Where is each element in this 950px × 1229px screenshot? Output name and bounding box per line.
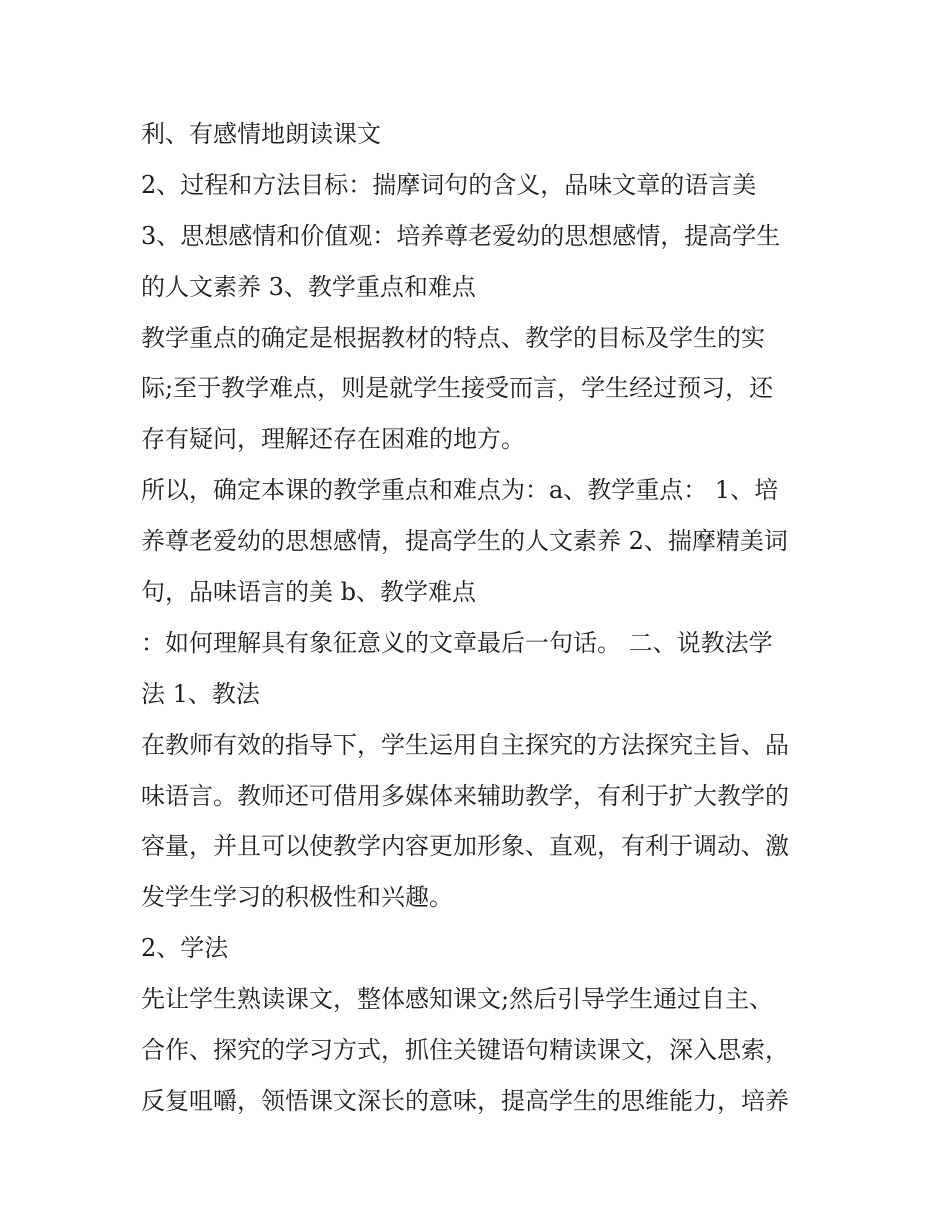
text-line: 际;至于教学难点，则是就学生接受而言，学生经过预习，还 xyxy=(141,374,774,403)
text-line: 反复咀嚼，领悟课文深长的意味，提高学生的思维能力，培养 xyxy=(141,1086,789,1115)
text-line: 教学重点的确定是根据教材的特点、教学的目标及学生的实 xyxy=(141,323,765,352)
text-line: 存有疑问，理解还存在困难的地方。 xyxy=(141,425,525,454)
text-line: 发学生学习的积极性和兴趣。 xyxy=(141,883,453,912)
text-line: 味语言。教师还可借用多媒体来辅助教学，有利于扩大教学的 xyxy=(141,781,789,810)
text-line: 先让学生熟读课文，整体感知课文;然后引导学生通过自主、 xyxy=(141,985,774,1014)
text-line: 容量，并且可以使教学内容更加形象、直观，有利于调动、激 xyxy=(141,832,789,861)
text-line: 2、过程和方法目标：揣摩词句的含义，品味文章的语言美 xyxy=(141,170,757,199)
text-line: 2、学法 xyxy=(141,934,229,963)
text-line: 养尊老爱幼的思想感情，提高学生的人文素养 2、揣摩精美词 xyxy=(141,527,788,556)
body-text xyxy=(141,109,821,1127)
text-line: 3、思想感情和价值观：培养尊老爱幼的思想感情，提高学生 xyxy=(141,221,781,250)
text-line: 利、有感情地朗读课文 xyxy=(141,120,381,148)
text-line: 所以，确定本课的教学重点和难点为：a、教学重点： 1、培 xyxy=(141,476,779,505)
text-line: 合作、探究的学习方式，抓住关键语句精读课文，深入思索， xyxy=(141,1036,789,1065)
text-line: 在教师有效的指导下，学生运用自主探究的方法探究主旨、品 xyxy=(141,730,789,759)
text-line: 法 1、教法 xyxy=(141,679,260,708)
text-line: 的人文素养 3、教学重点和难点 xyxy=(141,272,476,301)
text-line: 句，品味语言的美 b、教学难点 xyxy=(141,578,476,607)
text-line: ：如何理解具有象征意义的文章最后一句话。 二、说教法学 xyxy=(141,628,773,657)
